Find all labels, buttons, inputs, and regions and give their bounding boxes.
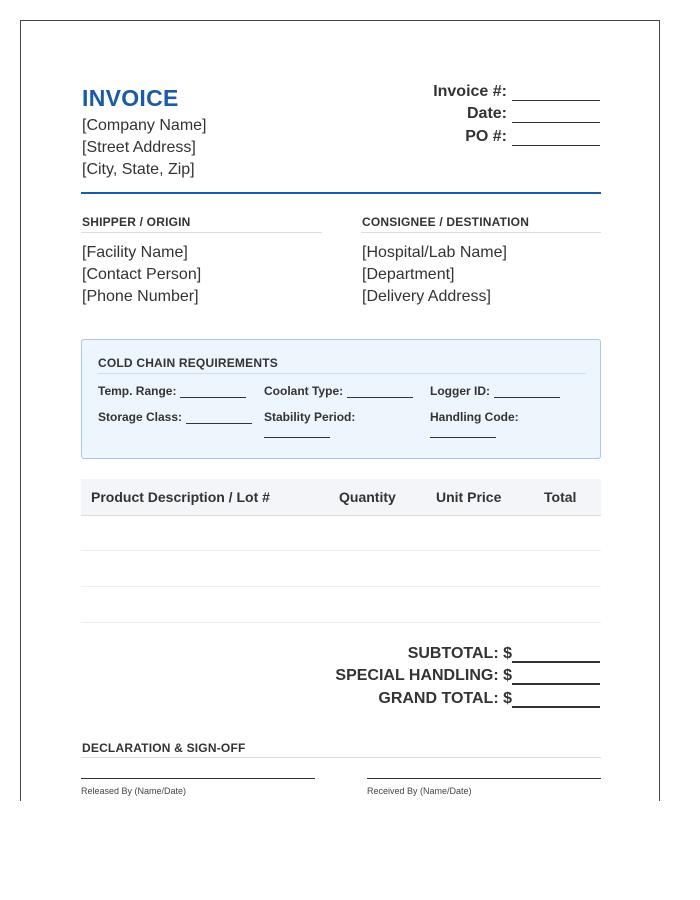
logger-id-label: Logger ID: [430, 384, 490, 398]
po-row [465, 128, 600, 146]
shipper-phone: [Phone Number] [82, 288, 199, 305]
special-handling-row [335, 667, 600, 685]
table-row[interactable] [81, 622, 601, 623]
invoice-number-field[interactable] [512, 87, 600, 101]
subtotal-row [408, 645, 600, 663]
handling-code-row [430, 410, 519, 438]
storage-class-label: Storage Class: [98, 410, 183, 424]
coolant-type-field[interactable] [347, 386, 413, 398]
shipper-facility: [Facility Name] [82, 244, 188, 261]
po-label: PO #: [465, 128, 507, 145]
temp-range-field[interactable] [180, 386, 246, 398]
grand-total-field[interactable] [512, 692, 600, 708]
coolant-type-label: Coolant Type: [264, 384, 344, 398]
handling-code-field[interactable] [430, 426, 496, 438]
logger-id-row [430, 384, 560, 398]
storage-class-row [98, 410, 252, 424]
coolant-type-row [264, 384, 413, 398]
temp-range-row [98, 384, 246, 398]
released-by-line[interactable] [81, 778, 315, 779]
shipper-contact: [Contact Person] [82, 266, 202, 283]
released-by-caption: Released By (Name/Date) [81, 786, 187, 796]
table-row[interactable] [81, 586, 601, 587]
cold-chain-box [81, 339, 601, 459]
po-field[interactable] [512, 132, 600, 146]
date-field[interactable] [512, 109, 600, 123]
consignee-heading: CONSIGNEE / DESTINATION [362, 215, 530, 229]
table-header [81, 479, 601, 516]
consignee-hospital: [Hospital/Lab Name] [362, 244, 507, 261]
invoice-number-label: Invoice #: [433, 83, 507, 100]
cold-chain-heading: COLD CHAIN REQUIREMENTS [98, 356, 278, 370]
consignee-department: [Department] [362, 266, 455, 283]
signoff-rule [81, 757, 601, 758]
col-description: Product Description / Lot # [91, 489, 270, 505]
shipper-rule [81, 232, 322, 233]
storage-class-field[interactable] [186, 412, 252, 424]
special-handling-field[interactable] [512, 669, 600, 685]
company-street: [Street Address] [82, 139, 196, 156]
received-by-caption: Received By (Name/Date) [367, 786, 472, 796]
grand-total-row [378, 690, 600, 708]
col-quantity: Quantity [339, 489, 396, 505]
shipper-heading: SHIPPER / ORIGIN [82, 215, 191, 229]
stability-period-row [264, 410, 355, 438]
handling-code-label: Handling Code: [430, 410, 519, 424]
signoff-heading: DECLARATION & SIGN-OFF [82, 741, 246, 755]
temp-range-label: Temp. Range: [98, 384, 177, 398]
cold-chain-rule [98, 373, 586, 374]
stability-period-label: Stability Period: [264, 410, 356, 424]
company-city: [City, State, Zip] [82, 161, 195, 178]
logger-id-field[interactable] [494, 386, 560, 398]
col-unit-price: Unit Price [436, 489, 502, 505]
header-divider [81, 192, 601, 194]
company-name: [Company Name] [82, 117, 207, 134]
subtotal-label: SUBTOTAL: $ [407, 645, 512, 662]
consignee-rule [361, 232, 601, 233]
consignee-address: [Delivery Address] [362, 288, 491, 305]
stability-period-field[interactable] [264, 426, 330, 438]
table-row[interactable] [81, 550, 601, 551]
invoice-page [20, 20, 660, 801]
special-handling-label: SPECIAL HANDLING: $ [335, 667, 512, 684]
col-total: Total [544, 489, 577, 505]
date-label: Date: [466, 105, 507, 122]
subtotal-field[interactable] [512, 647, 600, 663]
received-by-line[interactable] [367, 778, 601, 779]
invoice-title: INVOICE [82, 85, 179, 111]
date-row [467, 105, 600, 123]
invoice-number-row [433, 83, 600, 101]
grand-total-label: GRAND TOTAL: $ [378, 690, 512, 707]
